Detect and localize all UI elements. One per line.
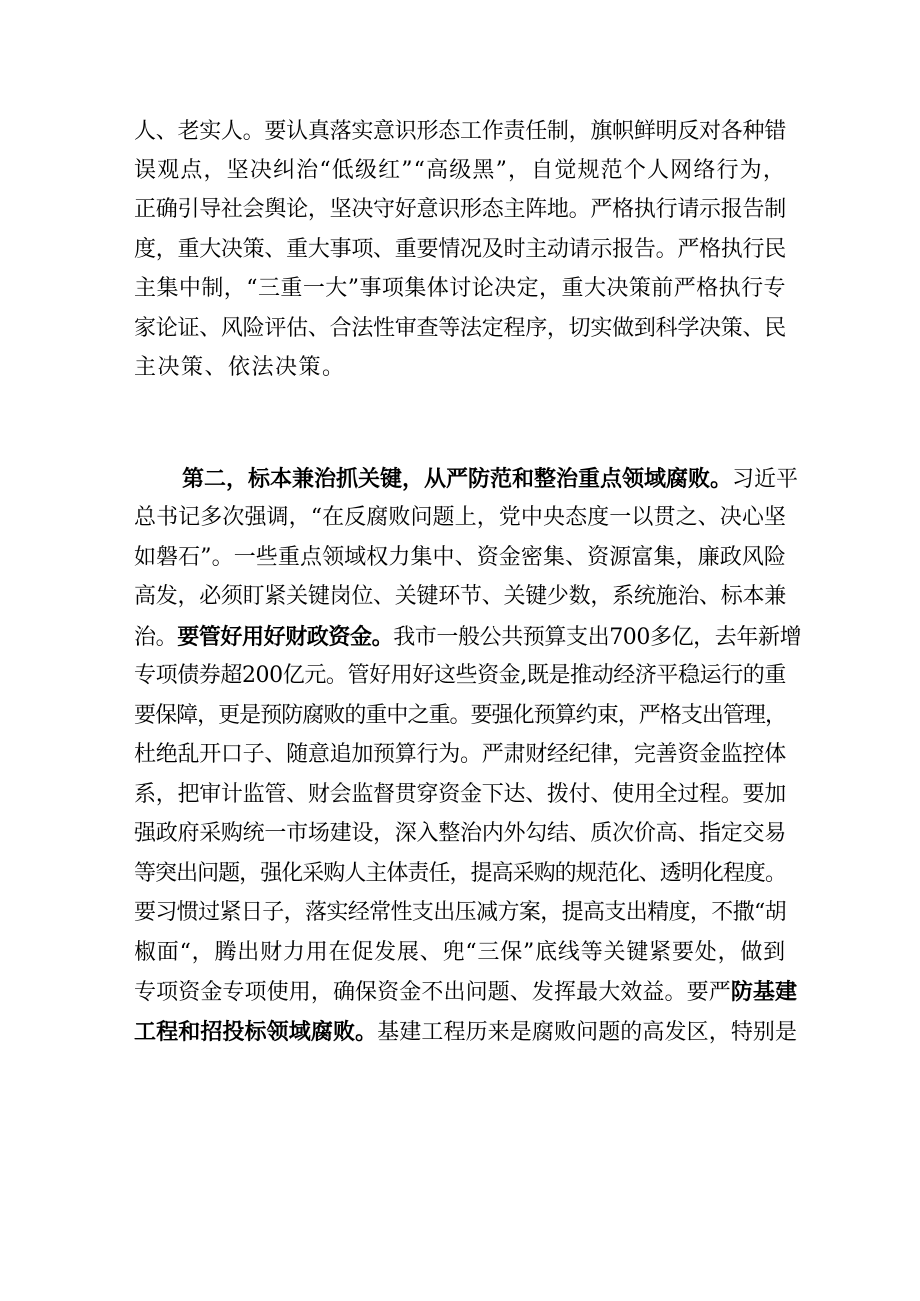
text-line: 系，把审计监管、财会监督贯穿资金下达、拨付、使用全过程。要加	[134, 782, 786, 807]
text-line: 强政府采购统一市场建设，深入整治内外勾结、质次价高、指定交易	[134, 821, 786, 846]
text-line	[0, 973, 920, 1011]
text-line	[0, 460, 920, 498]
text-line: 人、老实人。要认真落实意识形态工作责任制，旗帜鲜明反对各种错	[134, 119, 786, 144]
text-line: 如磐石”。一些重点领域权力集中、资金密集、资源富集，廉政风险	[134, 545, 786, 570]
text-line	[0, 618, 920, 656]
body-text: 治。	[134, 625, 178, 650]
text-line: 总书记多次强调，“在反腐败问题上，党中央态度一以贯之、决心坚	[134, 505, 786, 530]
body-text: 基建工程历来是腐败问题的高发区，特别是	[377, 1020, 798, 1045]
body-text: 专项资金专项使用，确保资金不出问题、发挥最大效益。要严	[134, 980, 731, 1005]
text-line: 家论证、风险评估、合法性审查等法定程序，切实做到科学决策、民	[134, 316, 786, 341]
heading-bold-text: 第二，标本兼治抓关键，从严防范和整治重点领域腐败。	[182, 466, 732, 492]
text-line: 专项债券超200亿元。管好用好这些资金,既是推动经济平稳运行的重	[134, 663, 786, 688]
text-line: 主集中制，“三重一大”事项集体讨论决定，重大决策前严格执行专	[134, 276, 786, 301]
emphasis-bold-text: 防基建	[730, 979, 798, 1005]
text-line	[0, 1013, 920, 1051]
text-line: 等突出问题，强化采购人主体责任，提高采购的规范化、透明化程度。	[134, 861, 786, 886]
text-line: 度，重大决策、重大事项、重要情况及时主动请示报告。严格执行民	[134, 237, 786, 262]
body-text: 我市一般公共预算支出700多亿，去年新增	[393, 625, 802, 650]
body-text: 习近平	[731, 467, 798, 492]
text-line: 高发，必须盯紧关键岗位、关键环节、关键少数，系统施治、标本兼	[134, 584, 786, 609]
text-line: 要保障，更是预防腐败的重中之重。要强化预算约束，严格支出管理，	[134, 703, 786, 728]
text-line: 主决策、依法决策。	[134, 355, 346, 380]
emphasis-bold-text: 工程和招投标领域腐败。	[134, 1019, 378, 1045]
text-line: 要习惯过紧日子，落实经常性支出压减方案，提高支出精度，不撒“胡	[134, 900, 786, 925]
emphasis-bold-text: 要管好用好财政资金。	[177, 624, 394, 650]
text-line: 正确引导社会舆论，坚决守好意识形态主阵地。严格执行请示报告制	[134, 197, 786, 222]
text-line: 误观点，坚决纠治“低级红”“高级黑”，自觉规范个人网络行为，	[134, 158, 786, 183]
text-line: 杜绝乱开口子、随意追加预算行为。严肃财经纪律，完善资金监控体	[134, 742, 786, 767]
text-line: 椒面“，腾出财力用在促发展、兜“三保”底线等关键紧要处，做到	[134, 940, 786, 965]
